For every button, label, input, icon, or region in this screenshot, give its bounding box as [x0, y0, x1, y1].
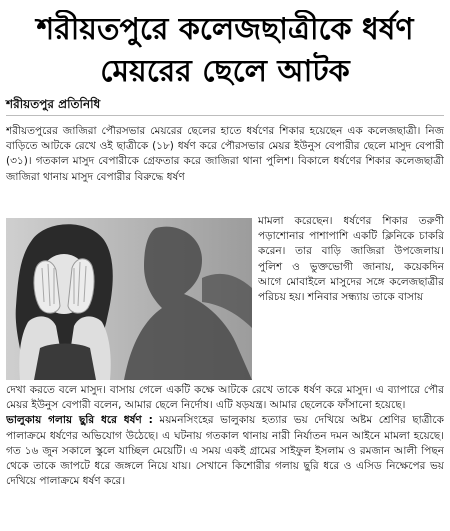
article-paragraph-2-block [6, 383, 444, 491]
article-paragraph-1: শরীয়তপুরের জাজিরা পৌরসভার মেয়রের ছেলের হাতে ধর্ষণের শিকার হয়েছেন এক কলেজছাত্রী। নিজ বাড়িতে আটকে রেখে ওই ছাত্রীকে (১৮) ধর্ষণ করে পৌরসভার মেয়র ইউনুস বেপারীর ছেলে মাসুদ বেপারী (৩১)। গতকাল মাসুদ বেপারীকে গ্রেফতার করে জাজিরা থানা পুলিশ। বিকালে ধর্ষণের শিকার কলেজছাত্রী জাজিরা থানায় মাসুদ বেপারীর বিরুদ্ধে ধর্ষণ [6, 125, 444, 183]
previous-article-remnant [6, 0, 444, 8]
headline-line-2: মেয়রের ছেলে আটক [100, 54, 350, 89]
byline-divider [6, 115, 444, 116]
byline: শরীয়তপুর প্রতিনিধি [6, 97, 101, 111]
article-photo [6, 218, 252, 380]
article-paragraph-1-continued: মামলা করেছেন। ধর্ষণের শিকার তরুণী পড়াশোনার পাশাপাশি একটি ক্লিনিকে চাকরি করেন। তার বাড়ি জাজিরা উপজেলায়। পুলিশ ও ভুক্তভোগী জানায়, কয়েকদিন আগে মোবাইলে মাসুদের সঙ্গে কলেজছাত্রীর পরিচয় হয়। শনিবার সন্ধ্যায় তাকে বাসায় [258, 215, 444, 304]
distressed-woman-photo-icon [6, 218, 252, 380]
headline-line-1: শরীয়তপুরে কলেজছাত্রীকে ধর্ষণ [36, 12, 414, 47]
article-paragraph-2: ময়মনসিংহের ভালুকায় হত্যার ভয় দেখিয়ে অষ্টম শ্রেণির ছাত্রীকে পালাক্রমে ধর্ষণের অভিযোগ উঠেছে। এ ঘটনায় গতকাল থানায় নারী নির্যাতন দমন আইনে মামলা হয়েছে। গত ১৬ জুন সকালে স্কুলে যাচ্ছিল মেয়েটি। এ সময় একই গ্রামের সাইফুল ইসলাম ও রমজান আলী পিছন থেকে তাকে জাপটে ধরে জঙ্গলে নিয়ে যায়। সেখানে কিশোরীর গলায় ছুরি ধরে ও এসিড নিক্ষেপের ভয় দেখিয়ে পালাক্রমে ধর্ষণ করে। [6, 414, 444, 488]
subheading-bhaluka: ভালুকায় গলায় ছুরি ধরে ধর্ষণ : [6, 414, 153, 427]
article-paragraph-1-end: দেখা করতে বলে মাসুদ। বাসায় গেলে একটি কক্ষে আটকে রেখে তাকে ধর্ষণ করে মাসুদ। এ ব্যাপারে পৌর মেয়র ইউনুস বেপারী বলেন, আমার ছেলে নির্দোষ। এটি ষড়যন্ত্র। আমার ছেলেকে ফাঁসানো হয়েছে। [6, 384, 444, 412]
